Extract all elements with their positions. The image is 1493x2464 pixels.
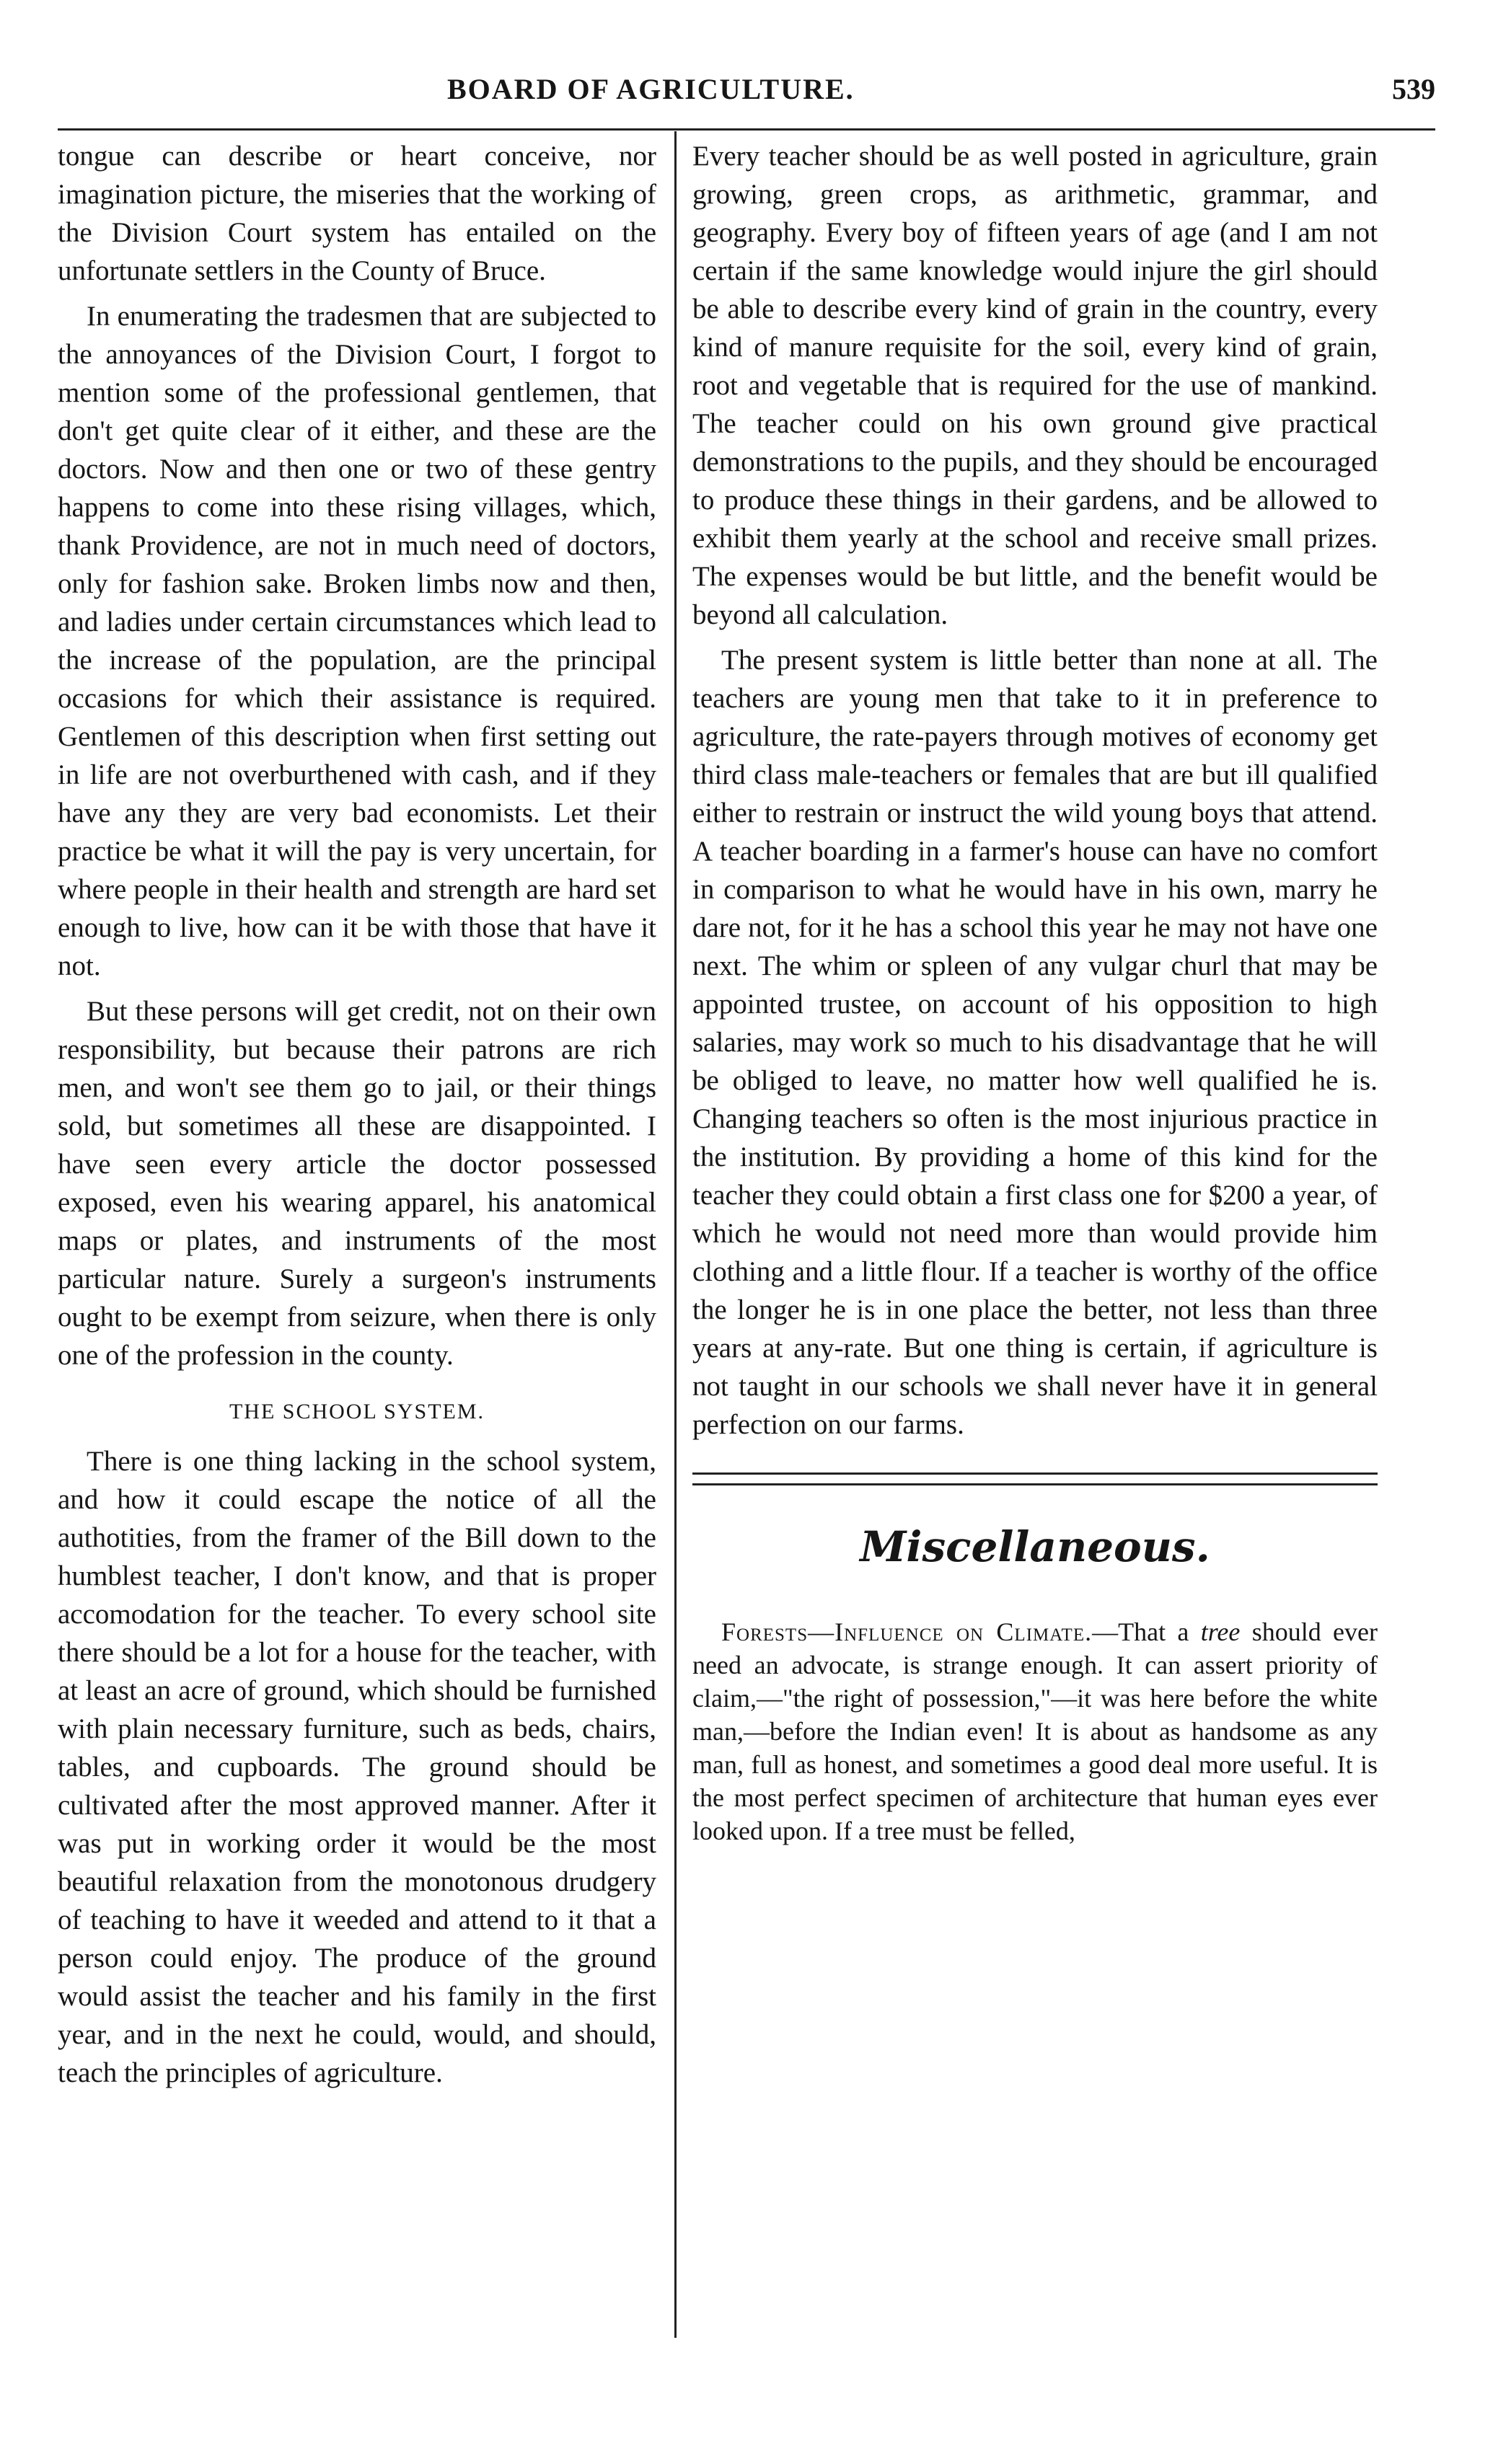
page-number: 539 (1392, 73, 1435, 105)
forests-lead: Forests—Influence on Climate. (721, 1617, 1093, 1646)
forests-paragraph (692, 1615, 1378, 1847)
miscellaneous-title: Miscellaneous. (860, 1522, 1210, 1571)
page-header (58, 72, 1435, 115)
right-paragraph-1: Every teacher should be as well posted in agriculture, grain growing, green crops, as arithmetic, grammar, and geography. Every boy of fifteen years of age (and I am not certain if the same knowledge would injure the girl should be able to describe every kind of grain in the country, every kind of manure requisite for the soil, every kind of grain, root and vegetable that is required for the use of mankind. The teacher could on his own ground give practical demonstrations to the pupils, and they should be encouraged to produce these things in their gardens, and be allowed to exhibit them yearly at the school and receive small prizes. The expenses would be but little, and the benefit would be beyond all calculation. (692, 141, 1378, 630)
forests-text-2: should ever need an advocate, is strange enough. It can assert priority of claim,—"the right of possession,"—it was here before the white man,—before the Indian even! It is about as handsome as any man, full as honest, and sometimes a good deal more useful. It is the most perfect specimen of architecture that human eyes ever looked upon. If a tree must be felled, (692, 1617, 1378, 1845)
right-paragraph-2: The present system is little better than none at all. The teachers are young men that take to it in preference to agriculture, the rate-payers through motives of economy get third class male-teachers or females that are but ill qualified either to restrain or instruct the wild young boys that attend. A teacher boarding in a farmer's house can have no comfort in comparison to what he would have in his own, marry he dare not, for it he has a school this year he may not have one next. The whim or spleen of any vulgar churl that may be appointed trustee, on account of his opposition to high salaries, may work so much to his disadvantage that he will be obliged to leave, no matter how well qualified he is. Changing teachers so often is the most injurious practice in the institution. By providing a home of this kind for the teacher they could obtain a first class one for $200 a year, of which he would not need more than would provide him clothing and a little flour. If a teacher is worthy of the office the longer he is in one place the better, not less than three years at any-rate. But one thing is certain, if agriculture is not taught in our schools we shall never have it in general perfection on our farms. (692, 645, 1378, 1440)
school-system-heading: THE SCHOOL SYSTEM. (229, 1400, 485, 1423)
section-separator (692, 1472, 1378, 1485)
right-column (692, 137, 1378, 1855)
column-divider (674, 131, 677, 2338)
running-title: BOARD OF AGRICULTURE. (447, 73, 855, 105)
forests-emphasis: tree (1200, 1617, 1241, 1646)
left-column (58, 137, 656, 2099)
left-paragraph-3: But these persons will get credit, not on their own responsibility, but because their patrons are rich men, and won't see them go to jail, or their things sold, but sometimes all these are disappointed. I have seen every article the doctor possessed exposed, even his wearing apparel, his anatomical maps or plates, and instruments of the most particular nature. Surely a surgeon's instruments ought to be exempt from seizure, when there is only one of the profession in the county. (58, 996, 656, 1371)
forests-text-1: —That a (1092, 1617, 1201, 1646)
left-paragraph-1: tongue can describe or heart conceive, nor imagination picture, the miseries that the working of the Division Court system has entailed on the unfortunate settlers in the County of Bruce. (58, 141, 656, 286)
left-paragraph-2: In enumerating the tradesmen that are subjected to the annoyances of the Division Court, I forgot to mention some of the professional gentlemen, that don't get quite clear of it either, and these are the doctors. Now and then one or two of these gentry happens to come into these rising villages, which, thank Providence, are not in much need of doctors, only for fashion sake. Broken limbs now and then, and ladies under certain circumstances which lead to the increase of the population, are the principal occasions for which their assistance is required. Gentlemen of this description when first setting out in life are not overburthened with cash, and if they have any they are very bad economists. Let their practice be what it will the pay is very uncertain, for where people in their health and strength are hard set enough to live, how can it be with those that have it not. (58, 301, 656, 981)
header-rule (58, 128, 1435, 131)
left-paragraph-4: There is one thing lacking in the school system, and how it could escape the notice of all the authotities, from the framer of the Bill down to the humblest teacher, I don't know, and that is proper accomodation for the teacher. To every school site there should be a lot for a house for the teacher, with at least an acre of ground, which should be furnished with plain necessary furniture, such as beds, chairs, tables, and cupboards. The ground should be cultivated after the most approved manner. After it was put in working order it would be the most beautiful relaxation from the monotonous drudgery of teaching to have it weeded and attend to it that a person could enjoy. The produce of the ground would assist the teacher and his family in the first year, and in the next he could, would, and should, teach the principles of agriculture. (58, 1446, 656, 2088)
